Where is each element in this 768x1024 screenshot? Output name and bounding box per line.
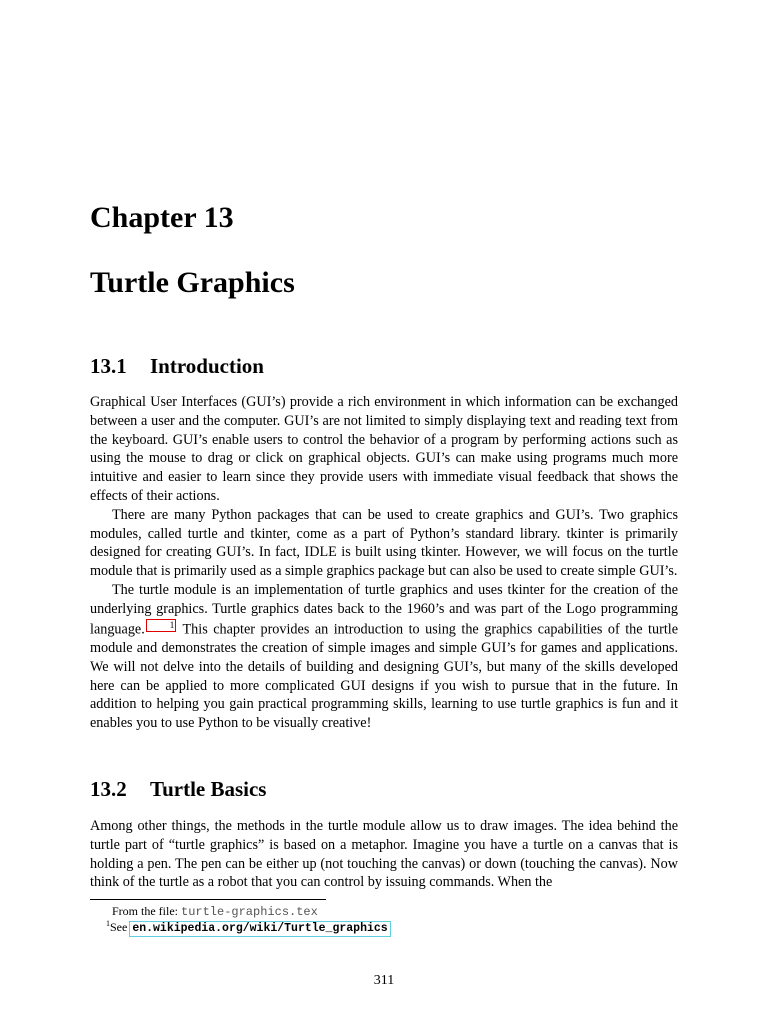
footnote-1 <box>106 919 391 937</box>
footnote-source-file <box>112 903 318 920</box>
section-heading-turtle-basics <box>90 775 266 803</box>
chapter-label: Chapter 13 <box>90 201 234 234</box>
paragraph <box>90 581 678 733</box>
paragraph: There are many Python packages that can be used to create graphics and GUI’s. Two graphics modules, called turtle and tkinter, come as a part of Python’s standard library. tkinter is primarily designed for creating GUI’s. In fact, IDLE is built using tkinter. However, we will focus on the turtle module that is primarily used as a simple graphics package but can also be used to create simple GUI’s. <box>90 506 678 580</box>
paragraph: Graphical User Interfaces (GUI’s) provide a rich environment in which information can be exchanged between a user and the computer. GUI’s are not limited to simply displaying text and reading text from the keyboard. GUI’s enable users to control the behavior of a program by performing actions such as using the mouse to drag or click on graphical objects. GUI’s can make using programs much more intuitive and easier to learn since they provide users with immediate visual feedback that shows the effects of their actions. <box>90 394 678 504</box>
footnote-file-name: turtle-graphics.tex <box>181 905 318 919</box>
footnote-file-label: From the file: <box>112 904 178 918</box>
footnote-divider <box>90 899 326 900</box>
paragraph-text: This chapter provides an introduction to using the graphics capabilities of the turtle module and demonstrates the creation of simple images and simple GUI’s for games and applications. We will not delve into the details of building and designing GUI’s, but many of the skills developed here can be applied to more complicated GUI designs if you wish to pursue that in the future. In addition to helping you gain practical programming skills, learning to use turtle graphics is fun and it enables you to use Python to be visually creative! <box>90 621 678 732</box>
paragraph: Among other things, the methods in the turtle module allow us to draw images. The idea behind the turtle part of “turtle graphics” is based on a metaphor. Imagine you have a turtle on a canvas that is holding a pen. The pen can be either up (not touching the canvas) or down (touching the canvas). Now think of the turtle as a robot that you can control by issuing commands. When the <box>90 818 678 891</box>
section-number: 13.2 <box>90 777 127 801</box>
footnote-reference-link[interactable]: 1 <box>146 619 177 632</box>
section-number: 13.1 <box>90 354 127 378</box>
paragraph-text: The turtle module is an implementation of turtle graphics and uses tkinter for the creation of the underlying graphics. Turtle graphics dates back to the 1960’s and was part of the Logo programming language. <box>90 581 678 638</box>
section-title: Introduction <box>150 354 264 378</box>
page-number: 311 <box>373 973 395 988</box>
footnote-prefix: See <box>110 920 128 934</box>
footnote-mark: 1 <box>106 919 110 928</box>
turtle-basics-body <box>90 817 678 892</box>
chapter-title: Turtle Graphics <box>90 266 295 299</box>
wikipedia-url-link[interactable]: en.wikipedia.org/wiki/Turtle_graphics <box>129 921 390 937</box>
section-heading-introduction <box>90 352 264 380</box>
section-title: Turtle Basics <box>150 777 267 801</box>
introduction-body <box>90 393 678 733</box>
